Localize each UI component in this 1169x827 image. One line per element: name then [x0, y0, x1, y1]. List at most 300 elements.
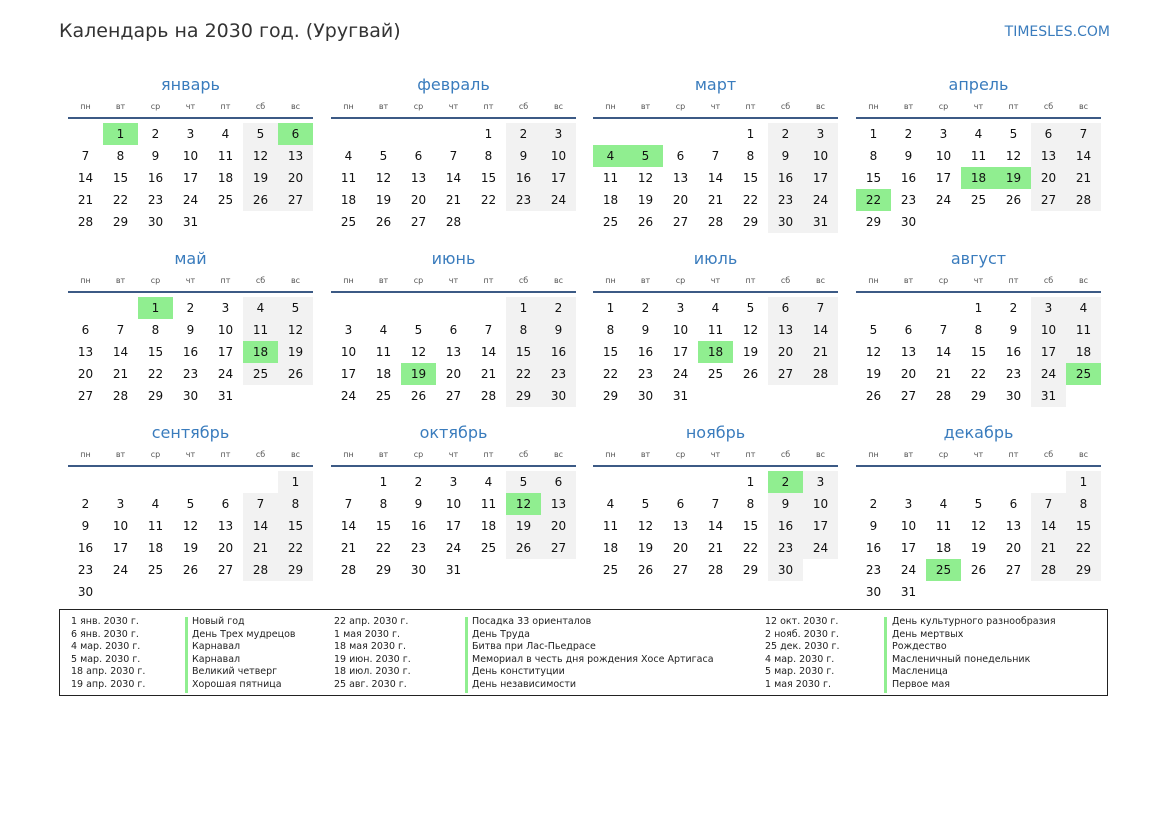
weekend-day-cell: 1	[506, 297, 541, 319]
weekend-day-cell: 29	[278, 559, 313, 581]
day-cell: 3	[676, 301, 685, 315]
empty-cell	[471, 297, 506, 319]
day-cell: 2	[641, 301, 650, 315]
day-cell: 10	[182, 149, 199, 163]
day-cell: 22	[970, 367, 987, 381]
empty-cell	[593, 123, 628, 145]
weekday-label: чт	[185, 102, 196, 111]
holiday-day-cell: 22	[856, 189, 891, 211]
day-cell: 19	[375, 193, 392, 207]
weekday-label: сб	[780, 450, 791, 459]
empty-cell	[996, 581, 1031, 603]
day-cell: 2	[186, 301, 195, 315]
day-cell: 31	[445, 563, 462, 577]
day-cell: 11	[147, 519, 164, 533]
legend-date: 25 дек. 2030 г.	[765, 641, 840, 653]
weekend-day-cell: 27	[1031, 189, 1066, 211]
empty-cell	[278, 385, 313, 407]
empty-cell	[926, 211, 961, 233]
weekday-label: сб	[255, 102, 266, 111]
weekend-day-cell: 20	[768, 341, 803, 363]
empty-cell	[138, 471, 173, 493]
month-name: апрель	[948, 75, 1009, 94]
day-cell: 28	[707, 563, 724, 577]
day-cell: 12	[742, 323, 759, 337]
day-cell: 25	[375, 389, 392, 403]
day-cell: 20	[445, 367, 462, 381]
day-cell: 4	[344, 149, 353, 163]
day-cell: 12	[637, 519, 654, 533]
day-cell: 11	[480, 497, 497, 511]
day-cell: 16	[865, 541, 882, 555]
day-cell: 12	[410, 345, 427, 359]
day-cell: 21	[935, 367, 952, 381]
month-block	[68, 247, 313, 407]
week-row	[593, 297, 838, 319]
empty-cell	[961, 211, 996, 233]
weekend-day-cell: 31	[803, 211, 838, 233]
weekend-day-cell: 23	[541, 363, 576, 385]
weekend-day-cell: 29	[1066, 559, 1101, 581]
weekday-label: вт	[115, 276, 126, 285]
weekend-day-cell: 17	[803, 167, 838, 189]
day-cell: 27	[900, 389, 917, 403]
weekday-label: пт	[745, 450, 756, 459]
day-cell: 16	[1005, 345, 1022, 359]
header-rule	[68, 465, 313, 467]
day-cell: 14	[77, 171, 94, 185]
day-cell: 4	[379, 323, 388, 337]
header-rule	[593, 291, 838, 293]
day-cell: 25	[970, 193, 987, 207]
day-cell: 29	[742, 563, 759, 577]
empty-cell	[856, 297, 891, 319]
day-cell: 23	[637, 367, 654, 381]
empty-cell	[1031, 211, 1066, 233]
weekday-label: пн	[343, 450, 354, 459]
day-cell: 2	[1009, 301, 1018, 315]
weekday-label: чт	[448, 102, 459, 111]
legend-date: 25 авг. 2030 г.	[334, 679, 407, 690]
week-row	[593, 385, 838, 407]
day-cell: 13	[410, 171, 427, 185]
legend-holiday-name: Хорошая пятница	[192, 679, 282, 690]
weekday-label: сб	[1043, 276, 1054, 285]
holiday-day-cell: 4	[593, 145, 628, 167]
weekday-label: чт	[973, 102, 984, 111]
weekday-label: чт	[185, 450, 196, 459]
weekend-day-cell: 3	[541, 123, 576, 145]
day-cell: 14	[707, 519, 724, 533]
page-title: Календарь на 2030 год. (Уругвай)	[59, 20, 401, 42]
empty-cell	[103, 581, 138, 603]
day-cell: 29	[865, 215, 882, 229]
weekday-label: ср	[150, 450, 161, 459]
weekday-label: чт	[710, 102, 721, 111]
weekday-label: вт	[640, 450, 651, 459]
weekend-day-cell: 13	[541, 493, 576, 515]
day-cell: 12	[865, 345, 882, 359]
weekday-label: пт	[483, 276, 494, 285]
week-row	[68, 493, 313, 515]
day-cell: 7	[81, 149, 90, 163]
empty-cell	[1066, 211, 1101, 233]
day-cell: 7	[711, 497, 720, 511]
weekend-day-cell: 21	[1031, 537, 1066, 559]
weekday-label: ср	[675, 450, 686, 459]
legend-date: 1 мая 2030 г.	[765, 679, 831, 690]
week-row	[68, 559, 313, 581]
holiday-day-cell: 12	[506, 493, 541, 515]
weekday-label: вс	[1078, 276, 1089, 285]
legend-date: 6 янв. 2030 г.	[71, 628, 139, 640]
day-cell: 10	[900, 519, 917, 533]
weekend-day-cell: 6	[768, 297, 803, 319]
week-row	[856, 189, 1101, 211]
day-cell: 7	[116, 323, 125, 337]
weekend-day-cell: 3	[803, 471, 838, 493]
day-cell: 2	[151, 127, 160, 141]
empty-cell	[663, 471, 698, 493]
day-cell: 26	[182, 563, 199, 577]
day-cell: 7	[939, 323, 948, 337]
day-cell: 31	[217, 389, 234, 403]
day-cell: 30	[77, 585, 94, 599]
day-cell: 23	[900, 193, 917, 207]
week-row	[68, 363, 313, 385]
day-cell: 26	[410, 389, 427, 403]
weekend-day-cell: 8	[1066, 493, 1101, 515]
day-cell: 10	[935, 149, 952, 163]
empty-cell	[698, 385, 733, 407]
day-cell: 13	[217, 519, 234, 533]
holiday-day-cell: 19	[996, 167, 1031, 189]
day-cell: 23	[1005, 367, 1022, 381]
weekend-day-cell: 1	[278, 471, 313, 493]
empty-cell	[436, 297, 471, 319]
day-cell: 25	[602, 215, 619, 229]
weekday-label: пт	[220, 102, 231, 111]
day-cell: 20	[217, 541, 234, 555]
day-cell: 1	[484, 127, 493, 141]
week-row	[593, 319, 838, 341]
month-block	[68, 421, 313, 603]
weekday-label: сб	[518, 276, 529, 285]
day-cell: 15	[480, 171, 497, 185]
day-cell: 27	[410, 215, 427, 229]
day-cell: 17	[445, 519, 462, 533]
week-row	[68, 189, 313, 211]
day-cell: 25	[602, 563, 619, 577]
day-cell: 5	[414, 323, 423, 337]
day-cell: 24	[935, 193, 952, 207]
day-cell: 2	[414, 475, 423, 489]
day-cell: 8	[379, 497, 388, 511]
weekday-label: пн	[868, 102, 879, 111]
week-row	[856, 493, 1101, 515]
week-row	[856, 385, 1101, 407]
day-cell: 23	[865, 563, 882, 577]
day-cell: 21	[707, 193, 724, 207]
weekday-label: пт	[483, 450, 494, 459]
day-cell: 7	[344, 497, 353, 511]
weekend-day-cell: 27	[278, 189, 313, 211]
empty-cell	[436, 123, 471, 145]
empty-cell	[208, 211, 243, 233]
empty-cell	[138, 581, 173, 603]
weekday-label: пт	[483, 102, 494, 111]
weekday-label: вс	[290, 276, 301, 285]
legend-holiday-name: Масленица	[892, 666, 948, 678]
week-row	[856, 211, 1101, 233]
week-row	[68, 167, 313, 189]
weekday-label: вс	[1078, 102, 1089, 111]
day-cell: 12	[182, 519, 199, 533]
day-cell: 30	[182, 389, 199, 403]
weekend-day-cell: 23	[768, 537, 803, 559]
weekend-day-cell: 8	[278, 493, 313, 515]
legend-holiday-name: Масленичный понедельник	[892, 653, 1031, 665]
day-cell: 27	[445, 389, 462, 403]
day-cell: 27	[672, 563, 689, 577]
weekday-label: ср	[413, 102, 424, 111]
weekday-label: пт	[1008, 450, 1019, 459]
weekday-label: ср	[413, 450, 424, 459]
week-row	[593, 537, 838, 559]
day-cell: 8	[974, 323, 983, 337]
month-block	[68, 73, 313, 233]
day-cell: 24	[900, 563, 917, 577]
day-cell: 3	[186, 127, 195, 141]
day-cell: 18	[480, 519, 497, 533]
weekday-label: сб	[1043, 102, 1054, 111]
empty-cell	[891, 297, 926, 319]
day-cell: 17	[217, 345, 234, 359]
weekend-day-cell: 14	[803, 319, 838, 341]
month-name: сентябрь	[151, 423, 230, 442]
day-cell: 2	[81, 497, 90, 511]
legend-date: 1 янв. 2030 г.	[71, 616, 139, 627]
weekday-label: сб	[780, 102, 791, 111]
week-row	[68, 471, 313, 493]
holiday-legend	[59, 609, 1108, 696]
weekday-label: ср	[675, 102, 686, 111]
legend-holiday-name: День культурного разнообразия	[892, 616, 1056, 627]
weekend-day-cell: 16	[506, 167, 541, 189]
day-cell: 7	[449, 149, 458, 163]
day-cell: 15	[375, 519, 392, 533]
weekend-day-cell: 13	[278, 145, 313, 167]
day-cell: 5	[974, 497, 983, 511]
day-cell: 4	[484, 475, 493, 489]
day-cell: 11	[602, 171, 619, 185]
weekend-day-cell: 16	[768, 167, 803, 189]
day-cell: 24	[112, 563, 129, 577]
week-row	[593, 559, 838, 581]
weekday-label: пт	[220, 450, 231, 459]
day-cell: 19	[742, 345, 759, 359]
empty-cell	[103, 297, 138, 319]
empty-cell	[173, 581, 208, 603]
day-cell: 3	[344, 323, 353, 337]
legend-date: 5 мар. 2030 г.	[765, 666, 835, 678]
day-cell: 26	[375, 215, 392, 229]
day-cell: 29	[970, 389, 987, 403]
empty-cell	[593, 471, 628, 493]
day-cell: 11	[935, 519, 952, 533]
weekend-day-cell: 19	[278, 341, 313, 363]
day-cell: 22	[742, 193, 759, 207]
empty-cell	[803, 385, 838, 407]
day-cell: 5	[641, 497, 650, 511]
week-row	[593, 341, 838, 363]
day-cell: 30	[865, 585, 882, 599]
weekend-day-cell: 17	[1031, 341, 1066, 363]
week-row	[331, 189, 576, 211]
empty-cell	[331, 471, 366, 493]
day-cell: 1	[974, 301, 983, 315]
holiday-day-cell: 1	[138, 297, 173, 319]
week-row	[856, 145, 1101, 167]
weekend-day-cell: 24	[541, 189, 576, 211]
empty-cell	[173, 471, 208, 493]
legend-divider	[465, 617, 468, 693]
weekend-day-cell: 21	[1066, 167, 1101, 189]
day-cell: 22	[480, 193, 497, 207]
day-cell: 4	[606, 497, 615, 511]
weekend-day-cell: 21	[803, 341, 838, 363]
weekday-label: пн	[868, 276, 879, 285]
week-row	[856, 167, 1101, 189]
day-cell: 26	[970, 563, 987, 577]
week-row	[68, 211, 313, 233]
empty-cell	[733, 385, 768, 407]
weekday-label: пн	[868, 450, 879, 459]
day-cell: 9	[1009, 323, 1018, 337]
day-cell: 18	[375, 367, 392, 381]
week-row	[331, 385, 576, 407]
day-cell: 22	[147, 367, 164, 381]
week-row	[593, 145, 838, 167]
weekday-label: пт	[745, 102, 756, 111]
weekend-day-cell: 16	[541, 341, 576, 363]
legend-divider	[185, 617, 188, 693]
day-cell: 27	[672, 215, 689, 229]
legend-holiday-name: Битва при Лас-Пьедрасе	[472, 641, 596, 653]
empty-cell	[243, 385, 278, 407]
week-row	[68, 297, 313, 319]
day-cell: 17	[900, 541, 917, 555]
empty-cell	[401, 123, 436, 145]
week-row	[331, 145, 576, 167]
legend-date: 2 нояб. 2030 г.	[765, 628, 839, 640]
weekend-day-cell: 15	[506, 341, 541, 363]
day-cell: 2	[869, 497, 878, 511]
empty-cell	[68, 123, 103, 145]
day-cell: 15	[602, 345, 619, 359]
day-cell: 14	[480, 345, 497, 359]
day-cell: 25	[340, 215, 357, 229]
week-row	[331, 559, 576, 581]
weekday-label: вт	[903, 102, 914, 111]
month-block	[331, 247, 576, 407]
weekend-day-cell: 14	[1031, 515, 1066, 537]
weekend-day-cell: 14	[1066, 145, 1101, 167]
day-cell: 6	[221, 497, 230, 511]
day-cell: 8	[869, 149, 878, 163]
weekend-day-cell: 20	[278, 167, 313, 189]
day-cell: 15	[865, 171, 882, 185]
month-name: декабрь	[943, 423, 1014, 442]
empty-cell	[926, 471, 961, 493]
weekday-label: чт	[448, 450, 459, 459]
weekday-label: вс	[290, 450, 301, 459]
day-cell: 29	[112, 215, 129, 229]
week-row	[593, 167, 838, 189]
weekend-day-cell: 5	[506, 471, 541, 493]
day-cell: 6	[449, 323, 458, 337]
week-row	[856, 363, 1101, 385]
week-row	[593, 363, 838, 385]
holiday-day-cell: 19	[401, 363, 436, 385]
day-cell: 12	[970, 519, 987, 533]
day-cell: 24	[217, 367, 234, 381]
weekday-label: чт	[710, 450, 721, 459]
day-cell: 20	[900, 367, 917, 381]
month-block	[856, 247, 1101, 407]
weekday-label: пн	[80, 450, 91, 459]
day-cell: 22	[602, 367, 619, 381]
weekday-label: ср	[150, 102, 161, 111]
header-rule	[856, 465, 1101, 467]
holiday-day-cell: 18	[961, 167, 996, 189]
day-cell: 15	[970, 345, 987, 359]
weekday-label: вт	[640, 102, 651, 111]
day-cell: 8	[606, 323, 615, 337]
weekend-day-cell: 22	[1066, 537, 1101, 559]
week-row	[68, 319, 313, 341]
legend-date: 4 мар. 2030 г.	[765, 653, 835, 665]
day-cell: 11	[970, 149, 987, 163]
empty-cell	[366, 123, 401, 145]
weekend-day-cell: 28	[1066, 189, 1101, 211]
legend-date: 19 июн. 2030 г.	[334, 653, 411, 665]
day-cell: 19	[637, 541, 654, 555]
weekend-day-cell: 27	[768, 363, 803, 385]
weekend-day-cell: 10	[803, 493, 838, 515]
weekend-day-cell: 22	[278, 537, 313, 559]
weekend-day-cell: 7	[1031, 493, 1066, 515]
empty-cell	[996, 471, 1031, 493]
day-cell: 5	[746, 301, 755, 315]
day-cell: 13	[900, 345, 917, 359]
empty-cell	[768, 385, 803, 407]
day-cell: 26	[637, 215, 654, 229]
day-cell: 12	[375, 171, 392, 185]
month-name: октябрь	[419, 423, 488, 442]
empty-cell	[278, 581, 313, 603]
day-cell: 31	[182, 215, 199, 229]
day-cell: 8	[746, 497, 755, 511]
legend-holiday-name: Карнавал	[192, 641, 241, 653]
day-cell: 10	[217, 323, 234, 337]
weekend-day-cell: 31	[1031, 385, 1066, 407]
day-cell: 24	[182, 193, 199, 207]
weekday-label: пт	[745, 276, 756, 285]
header-rule	[68, 117, 313, 119]
day-cell: 9	[186, 323, 195, 337]
site-link[interactable]: TIMESLES.COM	[1004, 24, 1110, 40]
